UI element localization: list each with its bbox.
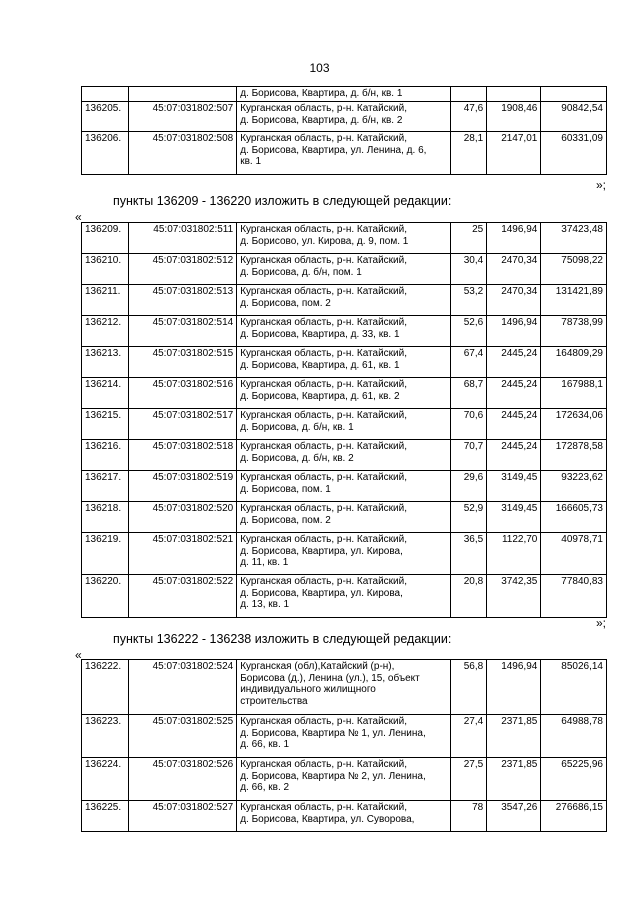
address-line: Курганская область, р-н. Катайский,: [240, 759, 407, 770]
row-number-cell: 136214.: [82, 378, 129, 409]
closing-quote: »;: [596, 616, 607, 630]
table-row: [82, 440, 607, 471]
unit-price-cell: 3149,45: [487, 502, 541, 533]
row-number-cell: 136223.: [82, 715, 129, 758]
address-cell: [237, 347, 451, 378]
address-line: д. Борисова, пом. 1: [240, 483, 331, 495]
row-number-cell: 136225.: [82, 801, 129, 832]
table-row: [82, 502, 607, 533]
table-row: [82, 87, 607, 102]
total-value-cell: 60331,09: [541, 132, 607, 175]
address-line: д. Борисова, Квартира, д. б/н, кв. 1: [240, 88, 403, 99]
unit-price-cell: 1908,46: [487, 102, 541, 132]
table-row: [82, 316, 607, 347]
address-cell: [237, 409, 451, 440]
cadastral-number-cell: 45:07:031802:511: [128, 223, 236, 254]
total-value-cell: 167988,1: [541, 378, 607, 409]
total-value-cell: 85026,14: [541, 660, 607, 715]
row-number-cell: 136210.: [82, 254, 129, 285]
address-line: д. 66, кв. 2: [240, 782, 290, 793]
cadastral-number-cell: [128, 87, 236, 102]
address-line: Курганская область, р-н. Катайский,: [240, 133, 407, 144]
area-value-cell: 47,6: [450, 102, 486, 132]
address-line: Борисова (д.), Ленина (ул.), 15, объект: [240, 672, 420, 684]
unit-price-cell: 2445,24: [487, 440, 541, 471]
table-row: [82, 801, 607, 832]
address-line: Курганская область, р-н. Катайский,: [240, 348, 407, 359]
opening-quote: «: [75, 210, 82, 224]
row-number-cell: 136213.: [82, 347, 129, 378]
total-value-cell: 75098,22: [541, 254, 607, 285]
unit-price-cell: 2470,34: [487, 285, 541, 316]
cadastral-number-cell: 45:07:031802:521: [128, 533, 236, 575]
cadastral-number-cell: 45:07:031802:524: [128, 660, 236, 715]
address-line: д. Борисова, Квартира, д. 61, кв. 2: [240, 390, 400, 402]
cadastral-number-cell: 45:07:031802:517: [128, 409, 236, 440]
area-value-cell: [450, 87, 486, 102]
cadastral-number-cell: 45:07:031802:520: [128, 502, 236, 533]
area-value-cell: 52,6: [450, 316, 486, 347]
cadastral-number-cell: 45:07:031802:513: [128, 285, 236, 316]
address-line: д. Борисова, пом. 2: [240, 514, 331, 526]
cadastral-number-cell: 45:07:031802:507: [128, 102, 236, 132]
address-line: Курганская область, р-н. Катайский,: [240, 534, 407, 545]
cadastral-number-cell: 45:07:031802:519: [128, 471, 236, 502]
address-line: Курганская область, р-н. Катайский,: [240, 255, 407, 266]
area-value-cell: 70,7: [450, 440, 486, 471]
row-number-cell: 136218.: [82, 502, 129, 533]
registry-table-middle: [81, 222, 607, 618]
address-cell: [237, 378, 451, 409]
address-cell: [237, 575, 451, 618]
address-line: д. Борисова, Квартира, ул. Кирова,: [240, 545, 403, 557]
address-cell: [237, 87, 451, 102]
row-number-cell: 136211.: [82, 285, 129, 316]
area-value-cell: 70,6: [450, 409, 486, 440]
address-line: д. Борисова, Квартира, ул. Суворова,: [240, 813, 415, 825]
address-line: д. Борисова, Квартира, д. б/н, кв. 2: [240, 114, 403, 126]
cadastral-number-cell: 45:07:031802:512: [128, 254, 236, 285]
area-value-cell: 56,8: [450, 660, 486, 715]
cadastral-number-cell: 45:07:031802:515: [128, 347, 236, 378]
address-cell: [237, 715, 451, 758]
cadastral-number-cell: 45:07:031802:522: [128, 575, 236, 618]
address-line: Курганская область, р-н. Катайский,: [240, 224, 407, 235]
page-number: 103: [309, 61, 330, 75]
address-line: д. Борисова, Квартира, д. 61, кв. 1: [240, 359, 400, 371]
area-value-cell: 53,2: [450, 285, 486, 316]
address-line: Курганская область, р-н. Катайский,: [240, 410, 407, 421]
address-cell: [237, 801, 451, 832]
address-line: д. Борисова, д. б/н, кв. 2: [240, 452, 354, 464]
address-cell: [237, 758, 451, 801]
area-value-cell: 68,7: [450, 378, 486, 409]
address-line: д. Борисова, пом. 2: [240, 297, 331, 309]
area-value-cell: 29,6: [450, 471, 486, 502]
area-value-cell: 28,1: [450, 132, 486, 175]
unit-price-cell: [487, 87, 541, 102]
address-line: д. Борисова, Квартира, д. 33, кв. 1: [240, 328, 400, 340]
registry-table-top: [81, 86, 607, 175]
unit-price-cell: 3149,45: [487, 471, 541, 502]
table-row: [82, 285, 607, 316]
unit-price-cell: 2371,85: [487, 758, 541, 801]
address-line: Курганская область, р-н. Катайский,: [240, 802, 407, 813]
address-cell: [237, 502, 451, 533]
address-cell: [237, 132, 451, 175]
area-value-cell: 78: [450, 801, 486, 832]
area-value-cell: 30,4: [450, 254, 486, 285]
cadastral-number-cell: 45:07:031802:508: [128, 132, 236, 175]
total-value-cell: 172634,06: [541, 409, 607, 440]
address-line: д. Борисова, Квартира № 2, ул. Ленина,: [240, 770, 426, 782]
area-value-cell: 36,5: [450, 533, 486, 575]
address-line: Курганская область, р-н. Катайский,: [240, 286, 407, 297]
area-value-cell: 25: [450, 223, 486, 254]
unit-price-cell: 1122,70: [487, 533, 541, 575]
address-cell: [237, 440, 451, 471]
address-line: кв. 1: [240, 156, 262, 167]
unit-price-cell: 2445,24: [487, 409, 541, 440]
cadastral-number-cell: 45:07:031802:518: [128, 440, 236, 471]
closing-quote: »;: [596, 178, 607, 192]
area-value-cell: 67,4: [450, 347, 486, 378]
unit-price-cell: 2470,34: [487, 254, 541, 285]
address-line: Курганская область, р-н. Катайский,: [240, 379, 407, 390]
registry-table-bottom: [81, 659, 607, 832]
unit-price-cell: 1496,94: [487, 223, 541, 254]
cadastral-number-cell: 45:07:031802:527: [128, 801, 236, 832]
table-row: [82, 471, 607, 502]
address-line: Курганская область, р-н. Катайский,: [240, 441, 407, 452]
address-cell: [237, 316, 451, 347]
address-line: строительства: [240, 695, 308, 707]
total-value-cell: 65225,96: [541, 758, 607, 801]
total-value-cell: 90842,54: [541, 102, 607, 132]
unit-price-cell: 2371,85: [487, 715, 541, 758]
area-value-cell: 27,5: [450, 758, 486, 801]
address-line: Курганская (обл),Катайский (р-н),: [240, 661, 395, 672]
address-line: д. 13, кв. 1: [240, 599, 290, 610]
area-value-cell: 20,8: [450, 575, 486, 618]
table-row: [82, 223, 607, 254]
address-line: д. Борисова, д. б/н, кв. 1: [240, 421, 354, 433]
address-line: д. Борисова, д. б/н, пом. 1: [240, 266, 362, 278]
total-value-cell: 40978,71: [541, 533, 607, 575]
table-row: [82, 102, 607, 132]
unit-price-cell: 2147,01: [487, 132, 541, 175]
cadastral-number-cell: 45:07:031802:516: [128, 378, 236, 409]
total-value-cell: 77840,83: [541, 575, 607, 618]
address-cell: [237, 254, 451, 285]
area-value-cell: 27,4: [450, 715, 486, 758]
row-number-cell: 136220.: [82, 575, 129, 618]
unit-price-cell: 1496,94: [487, 660, 541, 715]
total-value-cell: 131421,89: [541, 285, 607, 316]
opening-quote: «: [75, 648, 82, 662]
table-row: [82, 533, 607, 575]
area-value-cell: 52,9: [450, 502, 486, 533]
row-number-cell: 136206.: [82, 132, 129, 175]
total-value-cell: 276686,15: [541, 801, 607, 832]
address-cell: [237, 285, 451, 316]
address-line: Курганская область, р-н. Катайский,: [240, 317, 407, 328]
amendment-instruction: пункты 136222 - 136238 изложить в следующей редакции:: [113, 632, 452, 646]
total-value-cell: 64988,78: [541, 715, 607, 758]
address-cell: [237, 471, 451, 502]
amendment-instruction: пункты 136209 - 136220 изложить в следующей редакции:: [113, 194, 452, 208]
unit-price-cell: 3547,26: [487, 801, 541, 832]
address-line: д. 11, кв. 1: [240, 557, 289, 568]
row-number-cell: 136219.: [82, 533, 129, 575]
address-line: д. Борисова, Квартира, ул. Ленина, д. 6,: [240, 144, 427, 156]
table-row: [82, 132, 607, 175]
cadastral-number-cell: 45:07:031802:525: [128, 715, 236, 758]
table-row: [82, 409, 607, 440]
total-value-cell: 164809,29: [541, 347, 607, 378]
address-line: д. Борисово, ул. Кирова, д. 9, пом. 1: [240, 235, 409, 247]
total-value-cell: 78738,99: [541, 316, 607, 347]
address-line: Курганская область, р-н. Катайский,: [240, 576, 407, 587]
row-number-cell: 136224.: [82, 758, 129, 801]
address-cell: [237, 223, 451, 254]
row-number-cell: 136212.: [82, 316, 129, 347]
address-line: индивидуального жилищного: [240, 684, 376, 695]
total-value-cell: 37423,48: [541, 223, 607, 254]
row-number-cell: 136217.: [82, 471, 129, 502]
unit-price-cell: 3742,35: [487, 575, 541, 618]
cadastral-number-cell: 45:07:031802:526: [128, 758, 236, 801]
address-cell: [237, 533, 451, 575]
table-row: [82, 347, 607, 378]
row-number-cell: [82, 87, 129, 102]
address-line: Курганская область, р-н. Катайский,: [240, 472, 407, 483]
unit-price-cell: 1496,94: [487, 316, 541, 347]
total-value-cell: [541, 87, 607, 102]
address-line: д. Борисова, Квартира № 1, ул. Ленина,: [240, 727, 426, 739]
address-line: Курганская область, р-н. Катайский,: [240, 503, 407, 514]
total-value-cell: 93223,62: [541, 471, 607, 502]
address-line: Курганская область, р-н. Катайский,: [240, 103, 407, 114]
unit-price-cell: 2445,24: [487, 347, 541, 378]
total-value-cell: 166605,73: [541, 502, 607, 533]
row-number-cell: 136215.: [82, 409, 129, 440]
table-row: [82, 660, 607, 715]
address-line: Курганская область, р-н. Катайский,: [240, 716, 407, 727]
table-row: [82, 378, 607, 409]
address-line: д. 66, кв. 1: [240, 739, 290, 750]
address-line: д. Борисова, Квартира, ул. Кирова,: [240, 587, 403, 599]
row-number-cell: 136222.: [82, 660, 129, 715]
table-row: [82, 575, 607, 618]
table-row: [82, 254, 607, 285]
row-number-cell: 136205.: [82, 102, 129, 132]
address-cell: [237, 660, 451, 715]
row-number-cell: 136209.: [82, 223, 129, 254]
row-number-cell: 136216.: [82, 440, 129, 471]
cadastral-number-cell: 45:07:031802:514: [128, 316, 236, 347]
total-value-cell: 172878,58: [541, 440, 607, 471]
table-row: [82, 758, 607, 801]
table-row: [82, 715, 607, 758]
unit-price-cell: 2445,24: [487, 378, 541, 409]
address-cell: [237, 102, 451, 132]
